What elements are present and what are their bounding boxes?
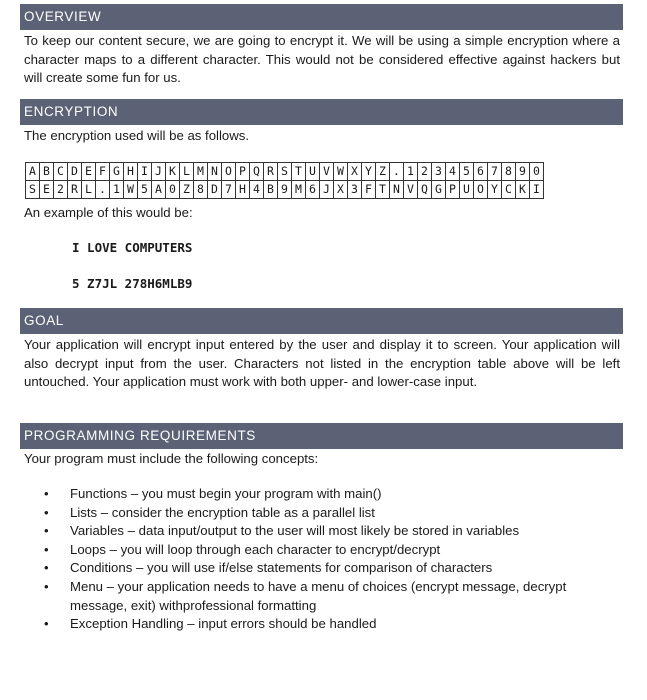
plain-cell: X <box>348 163 362 181</box>
plain-cell: 8 <box>502 163 516 181</box>
plain-cell: G <box>110 163 124 181</box>
plain-cell: Y <box>362 163 376 181</box>
cipher-cell: Q <box>418 181 432 199</box>
plain-cell: C <box>54 163 68 181</box>
cipher-cell: 4 <box>250 181 264 199</box>
cipher-cell: D <box>208 181 222 199</box>
plain-cell: L <box>180 163 194 181</box>
cipher-cell: F <box>362 181 376 199</box>
plain-cell: 1 <box>404 163 418 181</box>
bullet-icon: • <box>44 616 49 632</box>
cipher-cell: R <box>68 181 82 199</box>
cipher-cell: O <box>474 181 488 199</box>
encryption-heading: ENCRYPTION <box>20 99 623 125</box>
list-item-text: Loops – you will loop through each character to encrypt/decrypt <box>70 541 441 557</box>
list-item-text: Lists – consider the encryption table as a parallel list <box>70 504 375 520</box>
plain-cell: P <box>236 163 250 181</box>
overview-heading: OVERVIEW <box>20 4 623 30</box>
example-label: An example of this would be: <box>24 205 193 220</box>
overview-text: To keep our content secure, we are going to encrypt it. We will be using a simple encryption where a character maps to a different character. This would not be considered effective against hackers but will create some fun for us. <box>24 33 620 86</box>
plain-cell: B <box>40 163 54 181</box>
plain-cell: K <box>166 163 180 181</box>
cipher-cell: 0 <box>166 181 180 199</box>
cipher-cell: U <box>460 181 474 199</box>
cipher-cell: 9 <box>278 181 292 199</box>
plain-cell: M <box>194 163 208 181</box>
cipher-cell: 3 <box>348 181 362 199</box>
cipher-cell: C <box>502 181 516 199</box>
plain-cell: W <box>334 163 348 181</box>
plain-cell: V <box>320 163 334 181</box>
plain-cell: 3 <box>432 163 446 181</box>
list-item-text: Menu – your application needs to have a menu of choices (encrypt message, decrypt message, exit) withprofessional formatting <box>70 578 567 613</box>
list-item <box>24 504 614 523</box>
list-item <box>24 485 614 504</box>
plain-cell: Z <box>376 163 390 181</box>
plain-cell: 6 <box>474 163 488 181</box>
plain-cell: H <box>124 163 138 181</box>
goal-text: Your application will encrypt input entered by the user and display it to screen. Your application will also decrypt input from the user. Characters not listed in the encryption table above will be left untouched. Your application must work with both upper- and lower-case input. <box>24 337 620 390</box>
plain-cell: E <box>82 163 96 181</box>
plain-cell: U <box>306 163 320 181</box>
plain-cell: 5 <box>460 163 474 181</box>
plain-cell: D <box>68 163 82 181</box>
programming-intro: Your program must include the following concepts: <box>24 451 319 466</box>
encryption-intro: The encryption used will be as follows. <box>24 128 250 143</box>
cipher-cell: 8 <box>194 181 208 199</box>
cipher-cell: S <box>26 181 40 199</box>
example-cipher-text: 5 Z7JL 278H6MLB9 <box>72 276 193 291</box>
list-item <box>24 615 614 634</box>
cipher-cell: E <box>40 181 54 199</box>
plain-cell: A <box>26 163 40 181</box>
programming-heading: PROGRAMMING REQUIREMENTS <box>20 423 623 449</box>
plain-cell: 9 <box>516 163 530 181</box>
plain-cell: R <box>264 163 278 181</box>
plain-cell: . <box>390 163 404 181</box>
example-plain-text: I LOVE COMPUTERS <box>72 240 193 255</box>
cipher-cell: B <box>264 181 278 199</box>
plain-cell: J <box>152 163 166 181</box>
cipher-cell: V <box>404 181 418 199</box>
bullet-icon: • <box>44 504 49 520</box>
cipher-cell: J <box>320 181 334 199</box>
cipher-row <box>26 181 544 199</box>
plain-cell: F <box>96 163 110 181</box>
bullet-icon: • <box>44 560 49 576</box>
list-item-text: Variables – data input/output to the user will most likely be stored in variables <box>70 523 520 539</box>
bullet-icon: • <box>44 578 49 594</box>
list-item-text: Exception Handling – input errors should be handled <box>70 616 377 632</box>
cipher-cell: A <box>152 181 166 199</box>
list-item-text: Functions – you must begin your program with main() <box>70 486 382 501</box>
cipher-cell: N <box>390 181 404 199</box>
cipher-cell: K <box>516 181 530 199</box>
list-item <box>24 559 614 578</box>
cipher-cell: 1 <box>110 181 124 199</box>
bullet-icon: • <box>44 486 49 501</box>
cipher-cell: 5 <box>138 181 152 199</box>
cipher-cell: H <box>236 181 250 199</box>
plain-row <box>26 163 544 181</box>
cipher-cell: 2 <box>54 181 68 199</box>
plain-cell: 2 <box>418 163 432 181</box>
plain-cell: O <box>222 163 236 181</box>
list-item-text: Conditions – you will use if/else statements for comparison of characters <box>70 560 493 576</box>
cipher-cell: Z <box>180 181 194 199</box>
goal-heading: GOAL <box>20 308 623 334</box>
plain-cell: N <box>208 163 222 181</box>
plain-cell: 4 <box>446 163 460 181</box>
plain-cell: T <box>292 163 306 181</box>
bullet-icon: • <box>44 523 49 539</box>
plain-cell: 7 <box>488 163 502 181</box>
list-item <box>24 578 614 615</box>
cipher-cell: 6 <box>306 181 320 199</box>
cipher-cell: T <box>376 181 390 199</box>
requirements-list <box>24 485 614 634</box>
plain-cell: S <box>278 163 292 181</box>
cipher-cell: Y <box>488 181 502 199</box>
cipher-cell: G <box>432 181 446 199</box>
cipher-cell: P <box>446 181 460 199</box>
cipher-cell: W <box>124 181 138 199</box>
cipher-cell: . <box>96 181 110 199</box>
plain-cell: 0 <box>530 163 544 181</box>
plain-cell: Q <box>250 163 264 181</box>
cipher-cell: I <box>530 181 544 199</box>
bullet-icon: • <box>44 541 49 557</box>
encryption-table <box>25 162 544 199</box>
cipher-cell: M <box>292 181 306 199</box>
cipher-cell: X <box>334 181 348 199</box>
plain-cell: I <box>138 163 152 181</box>
list-item <box>24 522 614 541</box>
cipher-cell: 7 <box>222 181 236 199</box>
list-item <box>24 541 614 560</box>
cipher-cell: L <box>82 181 96 199</box>
